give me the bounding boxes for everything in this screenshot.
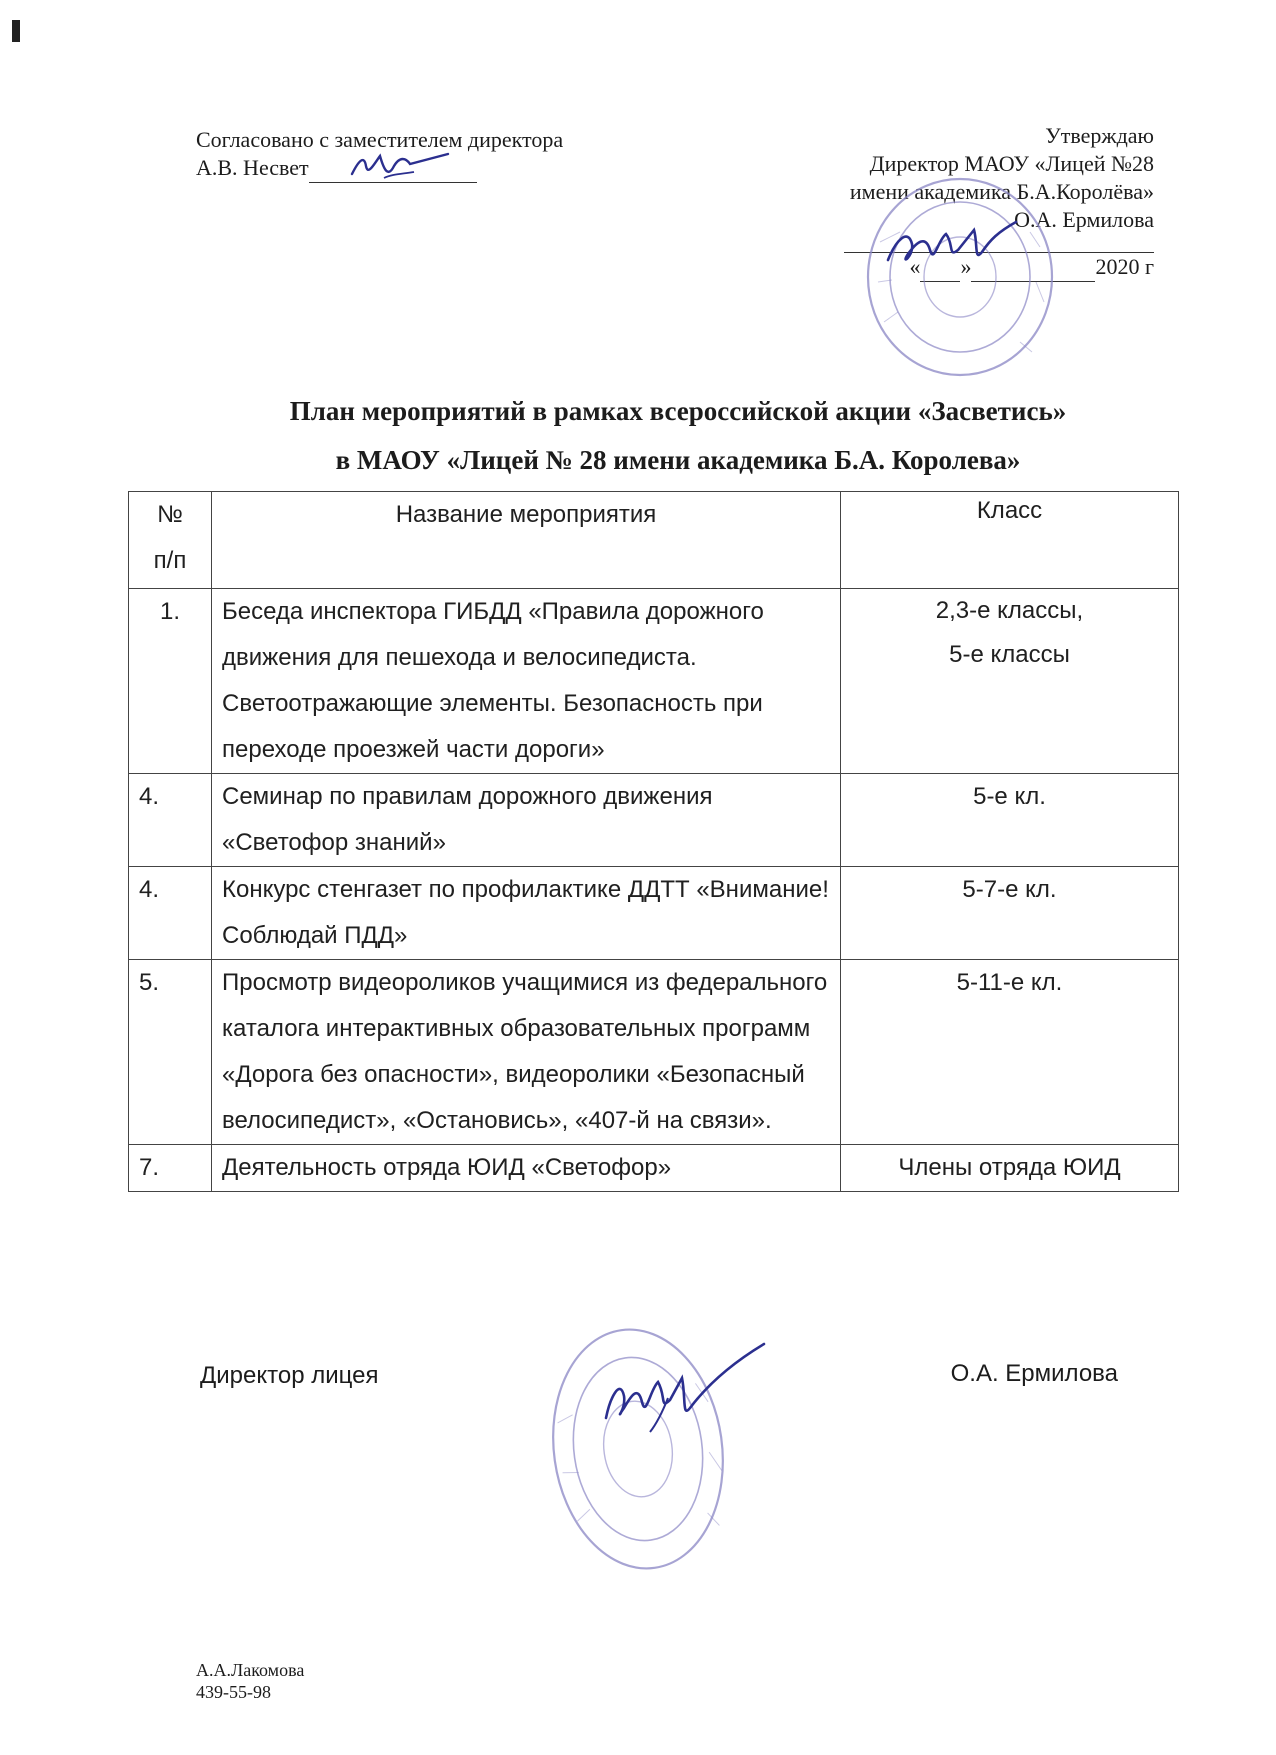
footer-director-name: О.А. Ермилова (950, 1360, 1118, 1387)
row-number: 4. (129, 867, 212, 960)
header-class: Класс (841, 492, 1179, 589)
date-open-quote: « (909, 254, 921, 279)
row-number: 4. (129, 774, 212, 867)
table-row (129, 867, 1179, 960)
row-class: 5-7-е кл. (841, 867, 1179, 960)
row-class: 5-е кл. (841, 774, 1179, 867)
document-title-line2: в МАОУ «Лицей № 28 имени академика Б.А. Королева» (335, 445, 1021, 475)
row-number: 1. (129, 589, 212, 774)
document-title-line1: План мероприятий в рамках всероссийской акции «Засветись» (289, 396, 1067, 426)
header-number-symbol: № (157, 501, 183, 528)
header-event-name: Название мероприятия (212, 492, 841, 589)
row-class (841, 589, 1179, 774)
row-class-line: 2,3-е классы, (935, 597, 1084, 624)
header-number-abbrev: п/п (153, 547, 187, 574)
row-event-name: Беседа инспектора ГИБДД «Правила дорожного движения для пешехода и велосипедиста. Светоотражающие элементы. Безопасность при переходе проезжей части дороги» (212, 589, 841, 774)
row-number: 5. (129, 960, 212, 1145)
row-event-name: Деятельность отряда ЮИД «Светофор» (212, 1145, 841, 1192)
table-header-row (129, 492, 1179, 589)
deputy-signature (344, 144, 454, 188)
director-signature-top (878, 210, 1028, 290)
date-year: 2020 г (1095, 254, 1154, 279)
row-event-name: Просмотр видеороликов учащимися из федерального каталога интерактивных образовательных программ «Дорога без опасности», видеоролики «Безопасный велосипедист», «Остановись», «407-й на связи». (212, 960, 841, 1145)
executor-phone: 439-55-98 (196, 1682, 271, 1702)
table-row (129, 589, 1179, 774)
scan-edge-mark (12, 20, 20, 42)
row-event-name: Конкурс стенгазет по профилактике ДДТТ «Внимание! Соблюдай ПДД» (212, 867, 841, 960)
row-class: Члены отряда ЮИД (841, 1145, 1179, 1192)
date-close-quote: » (960, 254, 972, 279)
row-event-name: Семинар по правилам дорожного движения «Светофор знаний» (212, 774, 841, 867)
approval-position: Директор МАОУ «Лицей №28 (869, 151, 1154, 176)
footer-director-label: Директор лицея (200, 1362, 379, 1389)
executor-name: А.А.Лакомова (196, 1660, 305, 1680)
row-class: 5-11-е кл. (841, 960, 1179, 1145)
director-signature-bottom (594, 1338, 774, 1448)
approval-organization: имени академика Б.А.Королёва» (849, 179, 1154, 204)
row-number: 7. (129, 1145, 212, 1192)
table-row (129, 960, 1179, 1145)
approval-heading: Утверждаю (1045, 123, 1154, 148)
agreement-signer-name: А.В. Несвет (196, 155, 309, 180)
agreement-line: Согласовано с заместителем директора (196, 127, 564, 152)
row-class-line: 5-е классы (949, 641, 1070, 668)
events-table (128, 491, 1179, 1192)
table-row (129, 1145, 1179, 1192)
table-row (129, 774, 1179, 867)
header-number (129, 492, 212, 589)
approval-signer: О.А. Ермилова (1014, 207, 1154, 232)
